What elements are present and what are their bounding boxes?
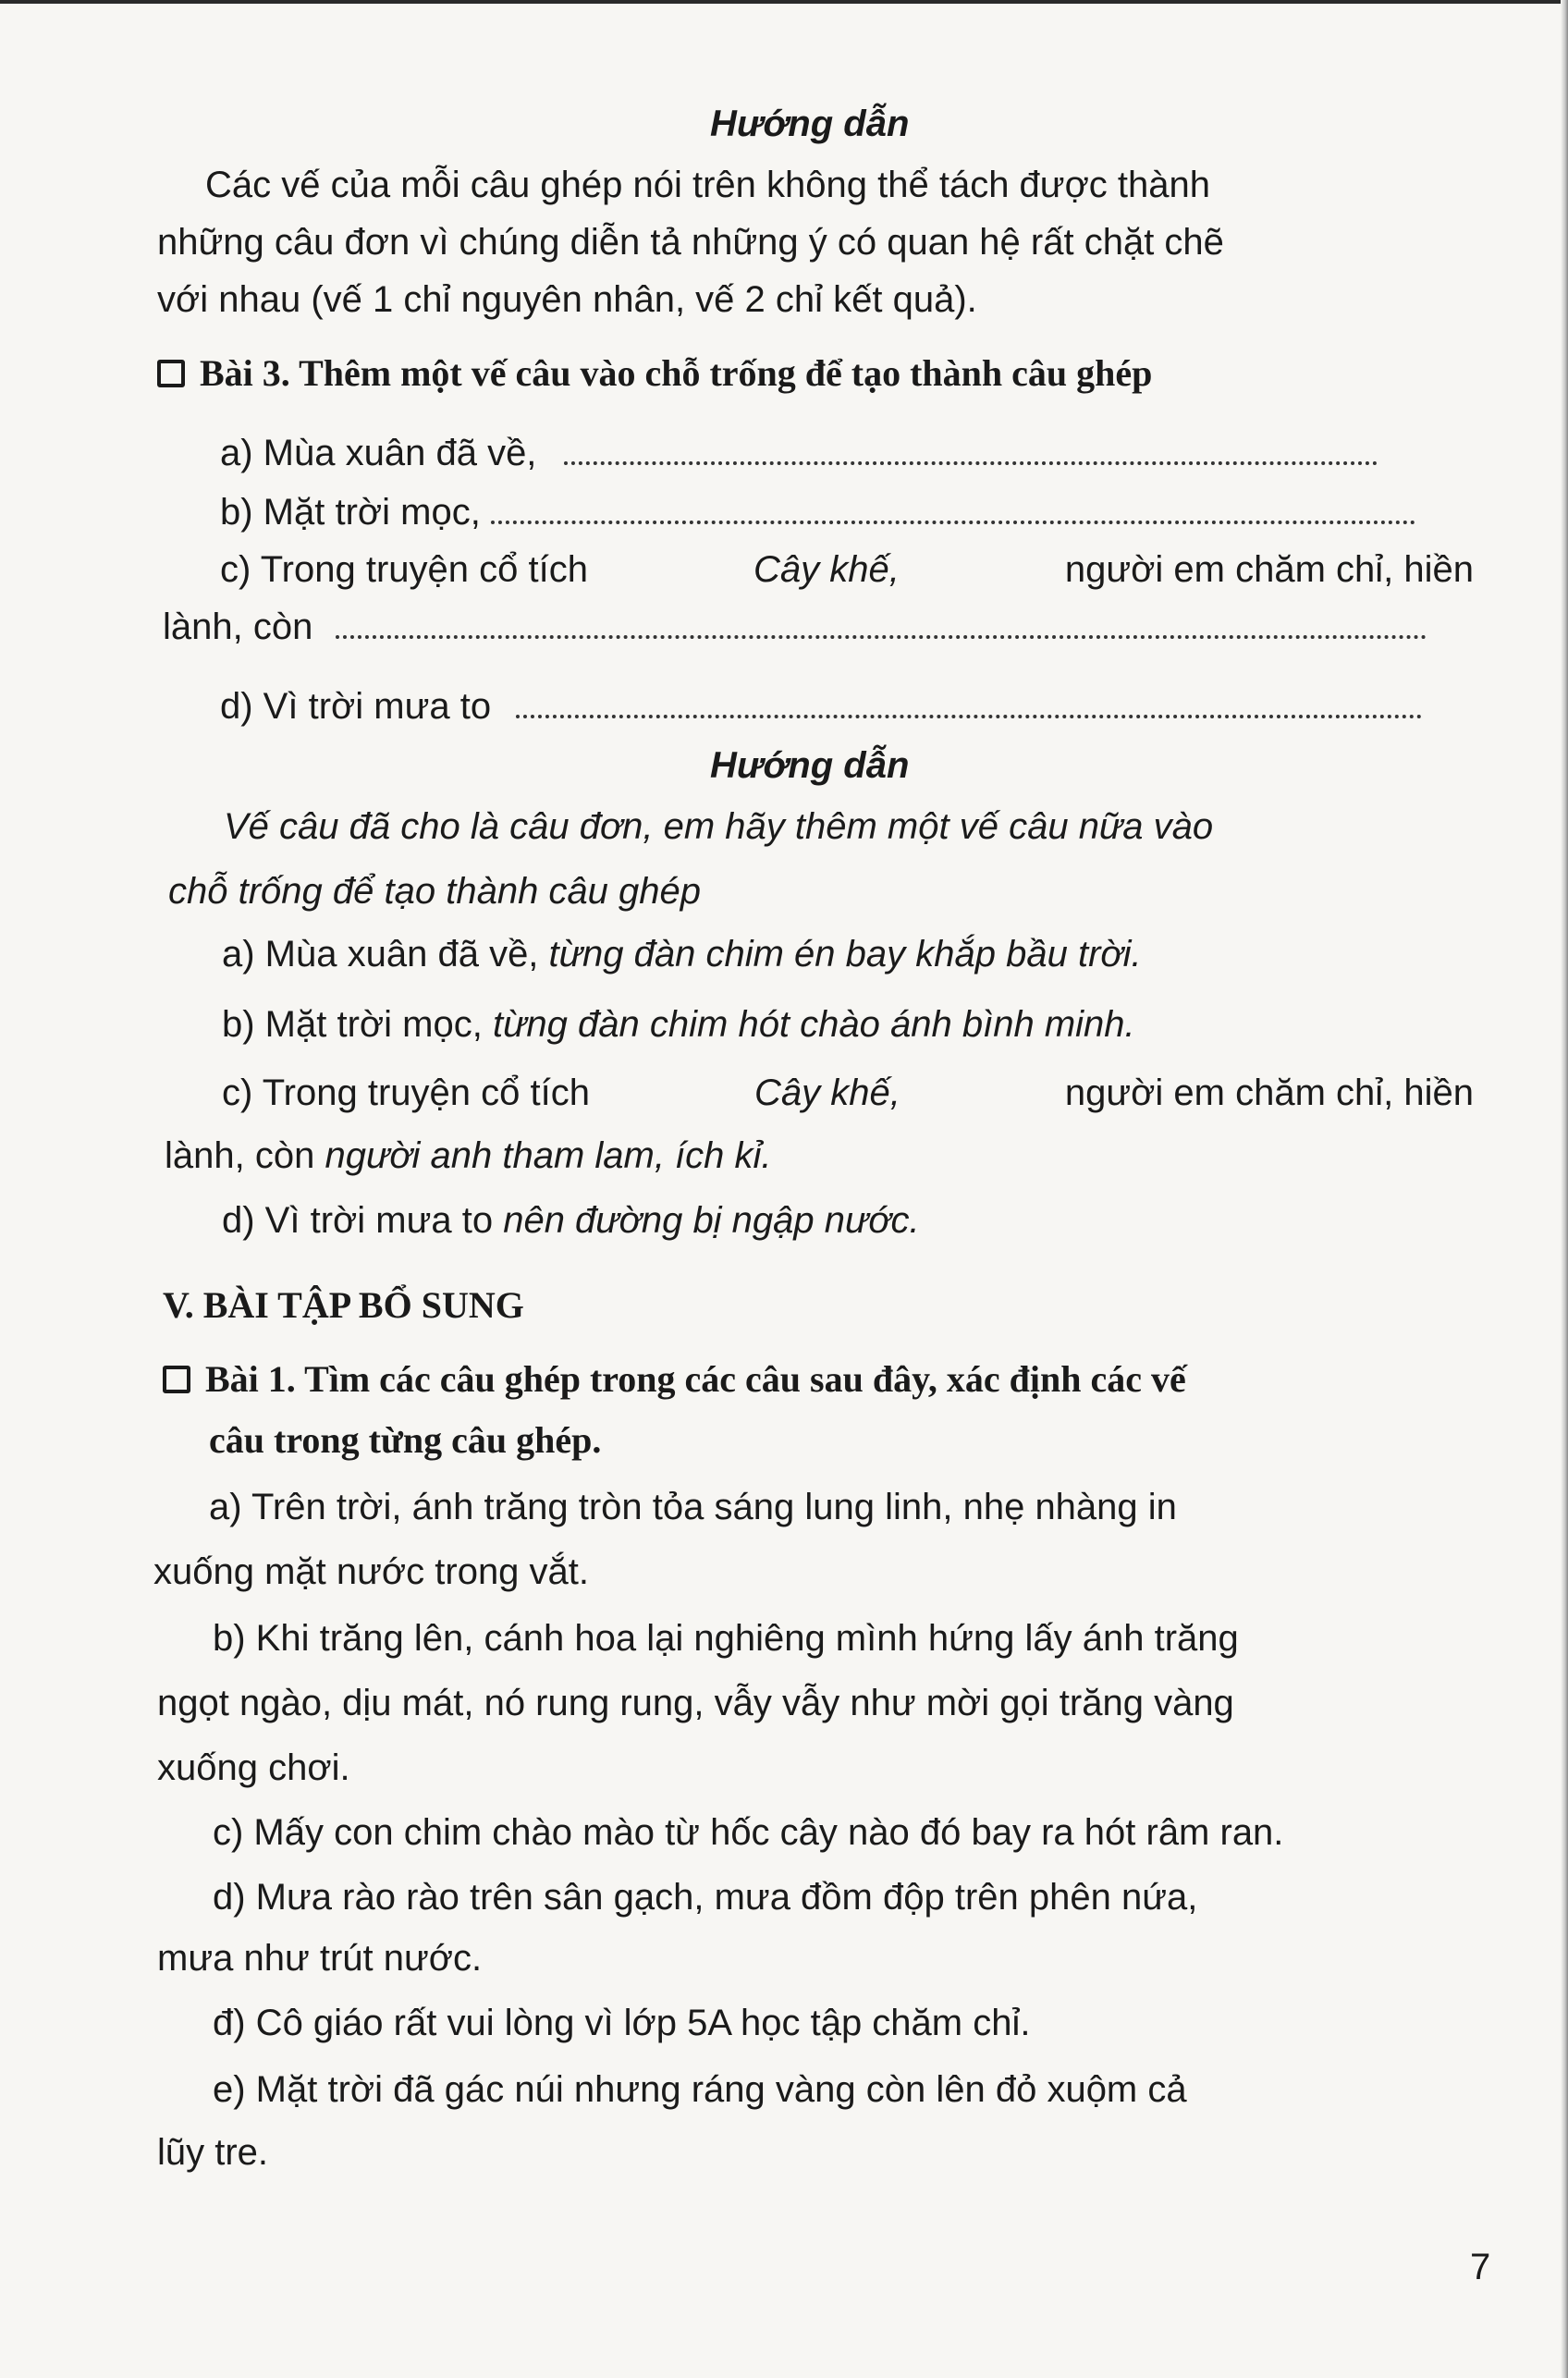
guide2-a-pre: a) Mùa xuân đã về, — [222, 934, 539, 974]
guide2-b-answer: từng đàn chim hót chào ánh bình minh. — [492, 1004, 1135, 1045]
exercise-3-title — [157, 351, 1152, 396]
exercise-1-title-line-2: câu trong từng câu ghép. — [209, 1419, 602, 1461]
guide2-c-answer: người anh tham lam, ích kỉ. — [325, 1135, 772, 1176]
guide2-d — [222, 1198, 920, 1243]
exercise-1-title-line-1 — [163, 1357, 1490, 1402]
page-edge-shadow — [1561, 0, 1568, 2378]
blank-line — [491, 495, 1415, 524]
guide2-d-answer: nên đường bị ngập nước. — [503, 1200, 920, 1241]
guide2-d-pre: d) Vì trời mưa to — [222, 1200, 494, 1241]
blank-line — [336, 609, 1427, 639]
exercise-1-e-line-2: lũy tre. — [157, 2132, 269, 2173]
exercise-3-d-text: d) Vì trời mưa to — [220, 686, 492, 727]
guide2-c-text-end: người em chăm chỉ, hiền — [1064, 1073, 1474, 1113]
exercise-1-e-line-1: e) Mặt trời đã gác núi nhưng ráng vàng còn lên đỏ xuộm cả — [213, 2069, 1187, 2110]
exercise-3-c-line-2 — [163, 605, 1427, 649]
guide2-a-answer: từng đàn chim én bay khắp bầu trời. — [548, 934, 1142, 974]
guide2-c-line-1 — [222, 1071, 1474, 1115]
exercise-1-dd: đ) Cô giáo rất vui lòng vì lớp 5A học tập chăm chỉ. — [213, 2003, 1031, 2043]
exercise-3-c-text-end: người em chăm chỉ, hiền — [1064, 549, 1474, 590]
guide2-b — [222, 1002, 1135, 1047]
guide2-intro-1: Vế câu đã cho là câu đơn, em hãy thêm một vế câu nữa vào — [224, 806, 1214, 847]
exercise-1-a-line-1: a) Trên trời, ánh trăng tròn tỏa sáng lung linh, nhẹ nhàng in — [209, 1487, 1177, 1527]
exercise-3-title-text: Bài 3. Thêm một vế câu vào chỗ trống để tạo thành câu ghép — [200, 352, 1153, 394]
top-border — [0, 0, 1568, 4]
guide1-line-2: những câu đơn vì chúng diễn tả những ý có quan hệ rất chặt chẽ — [157, 222, 1224, 263]
exercise-1-title-text: Bài 1. Tìm các câu ghép trong các câu sau đây, xác định các vế — [205, 1358, 1186, 1400]
exercise-3-d — [220, 684, 1422, 729]
exercise-1-d-line-1: d) Mưa rào rào trên sân gạch, mưa đồm độp trên phên nứa, — [213, 1877, 1198, 1918]
exercise-1-d-line-2: mưa như trút nước. — [157, 1938, 483, 1979]
guide2-a — [222, 932, 1142, 976]
guide-heading-2: Hướng dẫn — [710, 745, 910, 786]
guide1-line-1: Các vế của mỗi câu ghép nói trên không thể tách được thành — [205, 165, 1211, 205]
blank-line — [564, 435, 1378, 465]
checkbox-icon — [163, 1366, 190, 1393]
guide2-intro-2: chỗ trống để tạo thành câu ghép — [168, 871, 702, 912]
section-title: V. BÀI TẬP BỔ SUNG — [163, 1284, 524, 1326]
exercise-3-a-text: a) Mùa xuân đã về, — [220, 433, 537, 473]
guide2-c-text: c) Trong truyện cổ tích — [222, 1073, 590, 1113]
exercise-3-c2-text: lành, còn — [163, 607, 313, 647]
page-number: 7 — [1470, 2247, 1491, 2287]
guide2-c-line-2 — [165, 1134, 772, 1178]
exercise-1-c: c) Mấy con chim chào mào từ hốc cây nào đó bay ra hót râm ran. — [213, 1812, 1284, 1853]
exercise-3-b-text: b) Mặt trời mọc, — [220, 492, 481, 533]
exercise-3-c-line-1 — [220, 547, 1474, 592]
exercise-3-a — [220, 431, 1474, 475]
exercise-1-b-line-1: b) Khi trăng lên, cánh hoa lại nghiêng mình hứng lấy ánh trăng — [213, 1618, 1239, 1659]
guide1-line-3: với nhau (vế 1 chỉ nguyên nhân, vế 2 chỉ kết quả). — [157, 279, 977, 320]
guide2-c2-pre: lành, còn — [165, 1135, 315, 1176]
exercise-3-c-text: c) Trong truyện cổ tích — [220, 549, 588, 590]
guide2-b-pre: b) Mặt trời mọc, — [222, 1004, 483, 1045]
checkbox-icon — [157, 360, 185, 387]
exercise-3-b — [220, 490, 1415, 534]
blank-line — [516, 689, 1422, 718]
exercise-1-b-line-2: ngọt ngào, dịu mát, nó rung rung, vẫy vẫy như mời gọi trăng vàng — [157, 1683, 1234, 1723]
exercise-1-a-line-2: xuống mặt nước trong vắt. — [153, 1551, 590, 1592]
story-title: Cây khế, — [754, 1073, 900, 1113]
story-title: Cây khế, — [753, 549, 900, 590]
guide-heading-1: Hướng dẫn — [710, 104, 910, 144]
exercise-1-b-line-3: xuống chơi. — [157, 1747, 350, 1788]
